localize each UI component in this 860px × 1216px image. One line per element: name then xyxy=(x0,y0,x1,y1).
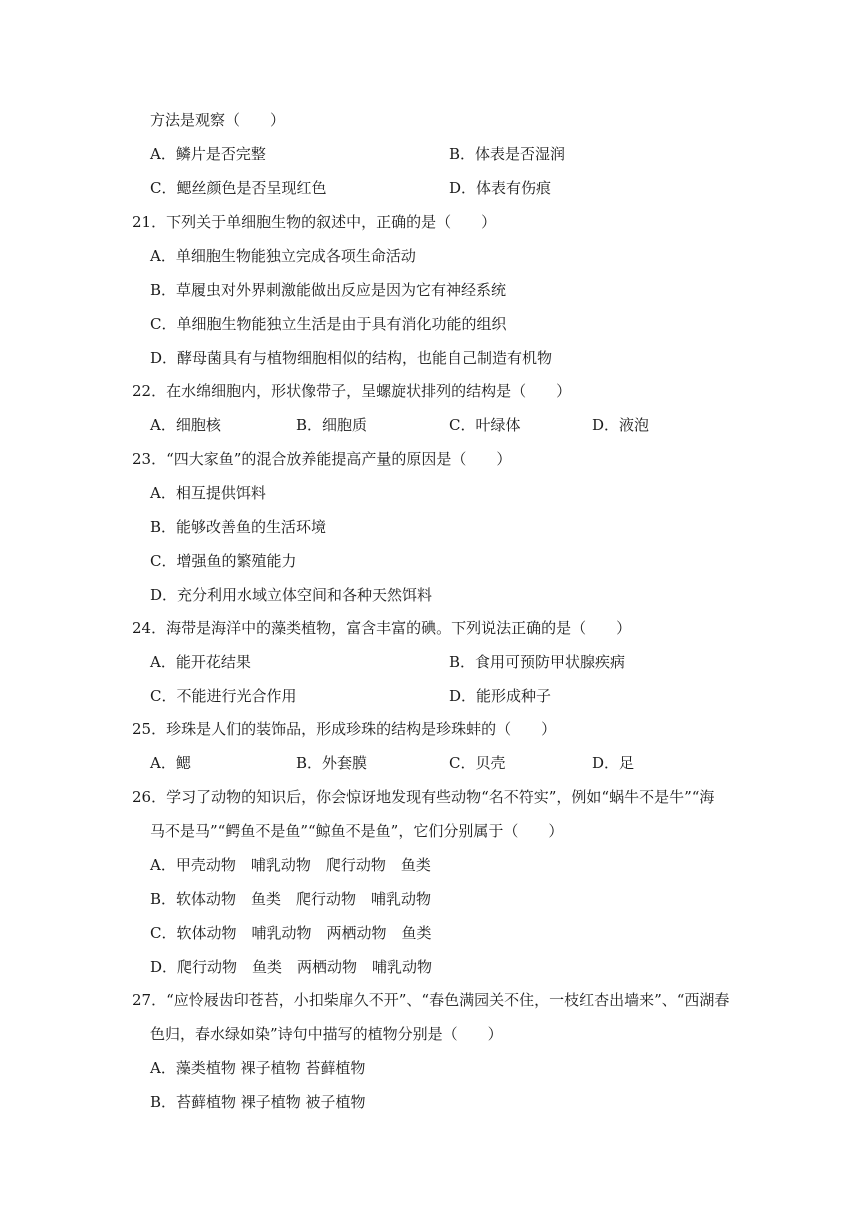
q24-option-d: D．能形成种子 xyxy=(449,687,552,705)
q22-stem: 22．在水绵细胞内，形状像带子，呈螺旋状排列的结构是（ ） xyxy=(132,382,572,400)
q21-option-d: D．酵母菌具有与植物细胞相似的结构，也能自己制造有机物 xyxy=(150,349,553,367)
q21-stem: 21．下列关于单细胞生物的叙述中，正确的是（ ） xyxy=(132,213,497,231)
q27-stem-continuation: 色归，春水绿如染”诗句中描写的植物分别是（ ） xyxy=(150,1025,503,1043)
q21-option-a: A．单细胞生物能独立完成各项生命活动 xyxy=(150,247,416,265)
q25-option-c: C．贝壳 xyxy=(449,754,506,772)
q23-option-b: B．能够改善鱼的生活环境 xyxy=(150,518,327,536)
q21-option-b: B．草履虫对外界刺激能做出反应是因为它有神经系统 xyxy=(150,281,507,299)
q27-option-b: B．苔藓植物 裸子植物 被子植物 xyxy=(150,1093,366,1111)
q27-option-a: A．藻类植物 裸子植物 苔藓植物 xyxy=(150,1059,366,1077)
q20-option-c: C．鳃丝颜色是否呈现红色 xyxy=(150,179,327,197)
q24-option-a: A．能开花结果 xyxy=(150,653,251,671)
q21-option-c: C．单细胞生物能独立生活是由于具有消化功能的组织 xyxy=(150,315,507,333)
q26-option-a: A．甲壳动物 哺乳动物 爬行动物 鱼类 xyxy=(150,856,431,874)
q23-option-a: A．相互提供饵料 xyxy=(150,484,266,502)
q23-option-c: C．增强鱼的繁殖能力 xyxy=(150,552,297,570)
q25-option-a: A．鳃 xyxy=(150,754,191,772)
q22-option-b: B．细胞质 xyxy=(296,416,368,434)
q22-option-d: D．液泡 xyxy=(592,416,650,434)
q20-option-d: D．体表有伤痕 xyxy=(449,179,552,197)
q20-option-b: B．体表是否湿润 xyxy=(449,145,566,163)
q20-option-a: A．鳞片是否完整 xyxy=(150,145,266,163)
q22-option-a: A．细胞核 xyxy=(150,416,221,434)
q20-stem-continuation: 方法是观察（ ） xyxy=(150,111,286,129)
q26-stem: 26．学习了动物的知识后，你会惊讶地发现有些动物“名不符实”，例如“蜗牛不是牛”“海 xyxy=(132,788,715,806)
q26-option-d: D．爬行动物 鱼类 两栖动物 哺乳动物 xyxy=(150,958,433,976)
q27-stem: 27．“应怜屐齿印苍苔，小扣柴扉久不开”、“春色满园关不住，一枝红杏出墙来”、“西湖春 xyxy=(132,991,730,1009)
q23-stem: 23．“四大家鱼”的混合放养能提高产量的原因是（ ） xyxy=(132,450,512,468)
q25-stem: 25．珍珠是人们的装饰品，形成珍珠的结构是珍珠蚌的（ ） xyxy=(132,720,557,738)
q25-option-b: B．外套膜 xyxy=(296,754,368,772)
q25-option-d: D．足 xyxy=(592,754,635,772)
q26-option-b: B．软体动物 鱼类 爬行动物 哺乳动物 xyxy=(150,890,432,908)
q24-stem: 24．海带是海洋中的藻类植物，富含丰富的碘。下列说法正确的是（ ） xyxy=(132,619,632,637)
q24-option-b: B．食用可预防甲状腺疾病 xyxy=(449,653,626,671)
q22-option-c: C．叶绿体 xyxy=(449,416,521,434)
q26-option-c: C．软体动物 哺乳动物 两栖动物 鱼类 xyxy=(150,924,432,942)
q26-stem-continuation: 马不是马”“鳄鱼不是鱼”“鲸鱼不是鱼”，它们分别属于（ ） xyxy=(150,822,564,840)
q24-option-c: C．不能进行光合作用 xyxy=(150,687,297,705)
q23-option-d: D．充分利用水域立体空间和各种天然饵料 xyxy=(150,586,433,604)
